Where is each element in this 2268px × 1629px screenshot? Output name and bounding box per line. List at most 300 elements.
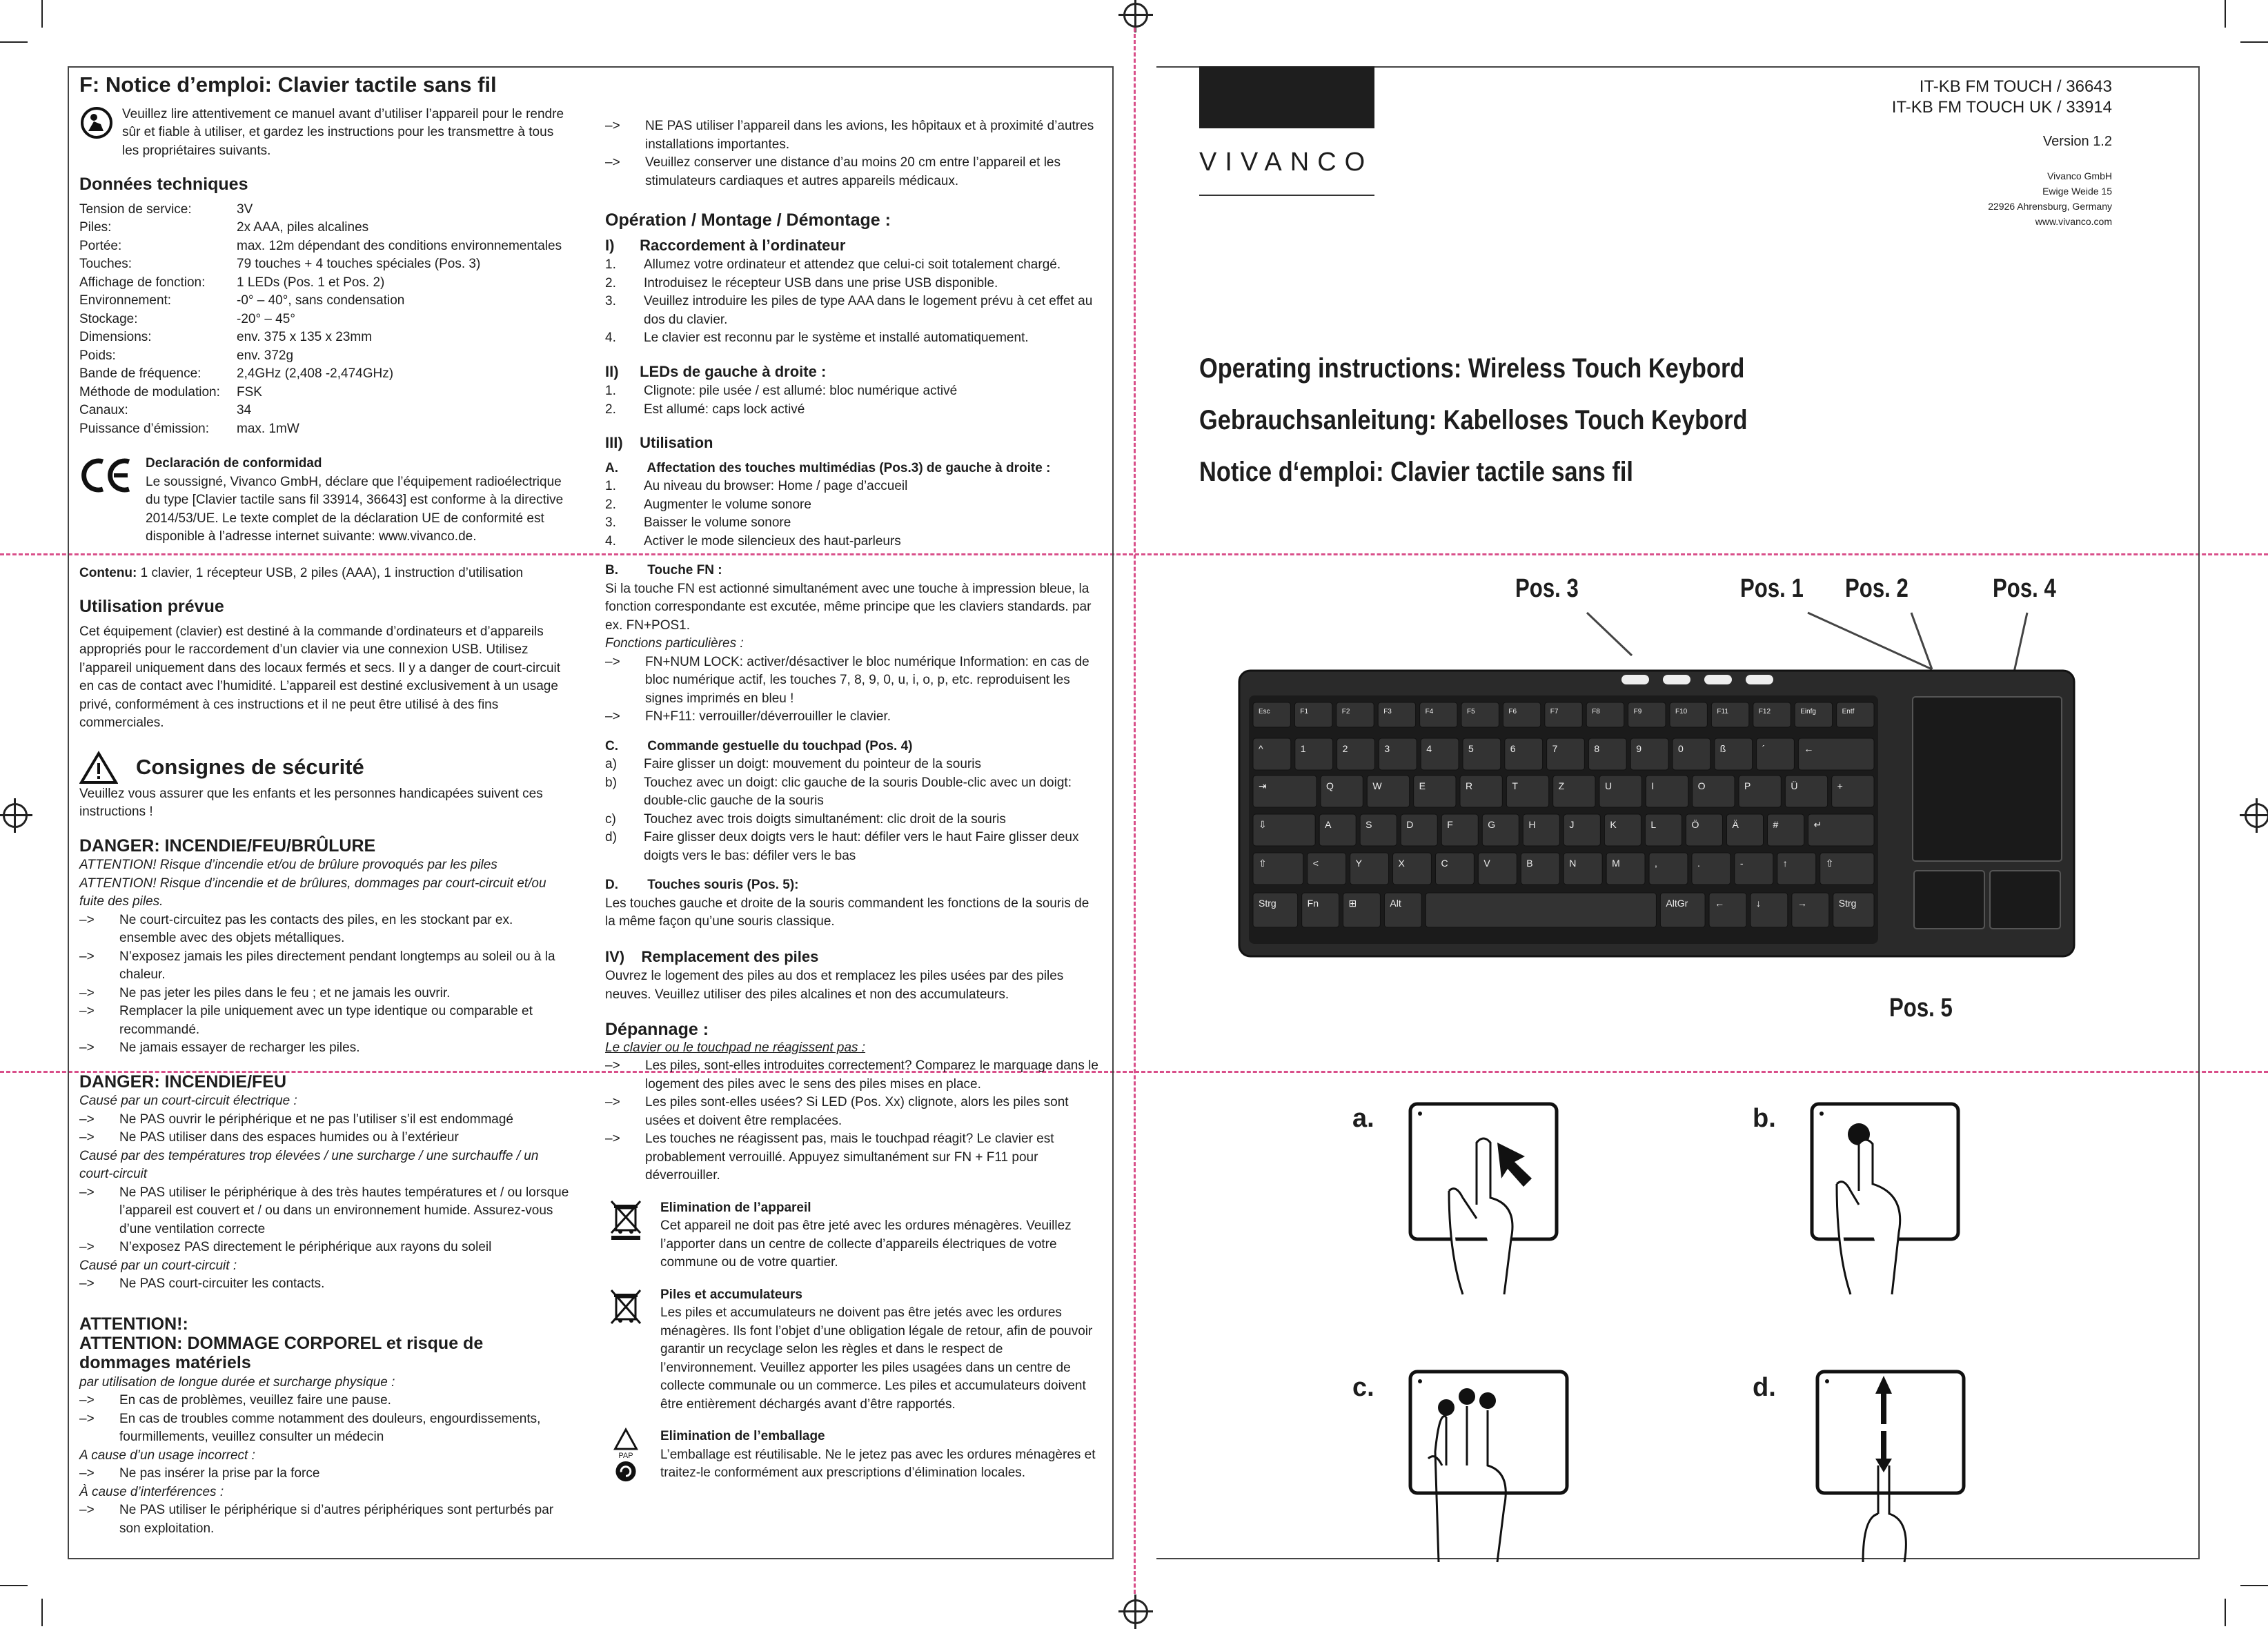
sectionD-text: Les touches gauche et droite de la souris commandent les fonctions de la souris de la même façon qu’une souris classique.	[605, 896, 1089, 929]
item-number: 3.	[605, 515, 616, 530]
list-item-text: Ne jamais essayer de recharger les piles.	[119, 1040, 360, 1055]
list-item	[605, 653, 1098, 709]
item-text: Introduisez le récepteur USB dans une prise USB disponible.	[644, 275, 998, 290]
item-number: c)	[605, 811, 616, 827]
key-label: Fn	[1307, 898, 1319, 909]
key-label: F10	[1675, 708, 1688, 715]
key-label: Entf	[1842, 708, 1855, 715]
sectionA-list	[605, 477, 1098, 551]
key-label: ,	[1655, 858, 1657, 869]
key-label: Strg	[1259, 898, 1276, 909]
arrow-bullet: –>	[79, 1393, 95, 1408]
arrow-bullet: –>	[79, 1466, 95, 1481]
key-label: X	[1398, 858, 1405, 869]
keyboard-illustration	[1235, 600, 2098, 1000]
attention-heading: ATTENTION!: ATTENTION: DOMMAGE CORPOREL et risque de dommages matériels	[79, 1314, 484, 1372]
item-text: Baisser le volume sonore	[644, 515, 791, 530]
list-item-text: Les piles, sont-elles introduites correctement? Comparez le marquage dans le logement des piles avec le sens des piles mises en place.	[645, 1058, 1098, 1092]
item-number: 4.	[605, 330, 616, 345]
key-label: M	[1612, 858, 1620, 869]
item-number: 4.	[605, 533, 616, 549]
list-item-text: N’exposez PAS directement le périphérique aux rayons du soleil	[119, 1240, 492, 1254]
danger2-list-3	[79, 1275, 569, 1294]
numbered-item	[605, 756, 1098, 774]
list-item	[79, 1039, 569, 1058]
key-label: W	[1372, 780, 1382, 791]
key-label: F9	[1633, 708, 1642, 715]
arrow-bullet: –>	[79, 1112, 95, 1127]
sectionA-heading: A. Affectation des touches multimédias (Pos.3) de gauche à droite :	[605, 460, 1051, 475]
left-column	[79, 72, 569, 1538]
gesture-b-illustration	[1809, 1101, 1961, 1298]
arrow-bullet: –>	[605, 119, 620, 133]
spec-label: Touches:	[79, 257, 132, 271]
list-item	[605, 1057, 1098, 1094]
spec-value: FSK	[237, 384, 262, 399]
key-label: C	[1441, 858, 1448, 869]
arrow-bullet: –>	[79, 1240, 95, 1254]
list-item	[605, 117, 1098, 154]
sectionC-list	[605, 756, 1098, 865]
list-item	[79, 1410, 569, 1447]
gesture-d-label: d.	[1753, 1373, 1776, 1402]
key-label: 0	[1678, 743, 1684, 754]
list-item	[79, 1129, 569, 1147]
key-label: L	[1650, 819, 1657, 830]
disposal-packaging-text: L’emballage est réutilisable. Ne le jetez pas avec les ordures ménagères et traitez-le conformément aux prescriptions d’élimination locales.	[660, 1447, 1096, 1480]
key-label: Ö	[1691, 819, 1699, 830]
spec-label: Méthode de modulation:	[79, 384, 220, 399]
list-item	[79, 1392, 569, 1410]
danger1-list	[79, 911, 569, 1058]
middle-column	[605, 117, 1098, 1483]
section3-heading: III) Utilisation	[605, 434, 713, 451]
list-item-text: Ne pas jeter les piles dans le feu ; et ne jamais les ouvrir.	[119, 985, 451, 1000]
key-label: Ä	[1732, 819, 1739, 830]
key-label: 8	[1594, 743, 1600, 754]
address-line: www.vivanco.com	[2035, 216, 2112, 227]
key-label: F4	[1425, 708, 1434, 715]
attention-italic-3: À cause d’interférences :	[79, 1484, 224, 1499]
danger1-italic-1: ATTENTION! Risque d’incendie et/ou de brûlure provoqués par les piles	[79, 858, 497, 872]
trouble-italic: Le clavier ou le touchpad ne réagissent pas :	[605, 1040, 866, 1055]
contents-line	[79, 564, 569, 583]
gesture-c-illustration	[1408, 1369, 1570, 1566]
item-text: Allumez votre ordinateur et attendez que celui-ci soit totalement chargé.	[644, 257, 1061, 272]
key-label: I	[1651, 780, 1655, 791]
numbered-item	[605, 829, 1098, 865]
spec-label: Dimensions:	[79, 330, 152, 344]
key-label: AltGr	[1666, 898, 1688, 909]
key-label: Strg	[1838, 898, 1857, 909]
attention-list-1	[79, 1392, 569, 1447]
conformity-text: Le soussigné, Vivanco GmbH, déclare que l’équipement radioélectrique du type [Clavier tactile sans fil 33914, 36643] est conforme à la directive 2014/53/UE. Le texte complet de la déclaration UE de conformité est disponible à l’adresse internet suivante: www.vivanco.de.	[146, 474, 564, 544]
list-item-text: Veuillez conserver une distance d’au moins 20 cm entre l’appareil et les stimulateurs cardiaques et autres appareils médicaux.	[645, 155, 1061, 188]
danger2-italic-3: Causé par un court-circuit :	[79, 1258, 237, 1273]
section1-list	[605, 256, 1098, 348]
brand-logo: VIVANCO	[1199, 148, 1374, 177]
list-item-text: Les touches ne réagissent pas, mais le touchpad réagit? Le clavier est probablement verrouillé. Appuyez simultanément sur FN + F11 pour déverrouiller.	[645, 1132, 1054, 1183]
key-label: 3	[1384, 743, 1390, 754]
pos4-label: Pos. 4	[1993, 574, 2056, 603]
company-address	[1988, 168, 2112, 229]
numbered-item	[605, 477, 1098, 496]
arrow-bullet: –>	[79, 912, 95, 927]
use-heading: Utilisation prévue	[79, 597, 224, 616]
key-label: Z	[1558, 780, 1565, 791]
key-label: 6	[1510, 743, 1516, 754]
key-label: Einfg	[1800, 708, 1816, 715]
key-label: S	[1365, 819, 1372, 830]
trouble-heading: Dépannage :	[605, 1020, 709, 1039]
item-number: d)	[605, 830, 617, 845]
spec-label: Puissance d’émission:	[79, 421, 209, 436]
key-label: F1	[1300, 708, 1309, 715]
spec-table	[79, 201, 569, 439]
weee-bin-icon	[605, 1199, 647, 1241]
key-label: F6	[1508, 708, 1517, 715]
item-text: Augmenter le volume sonore	[644, 497, 811, 512]
disposal-batteries	[605, 1286, 1098, 1414]
pap-label: PAP	[618, 1451, 633, 1460]
operation-heading: Opération / Montage / Démontage :	[605, 210, 891, 230]
trim-mark	[2240, 41, 2268, 43]
key-label: E	[1419, 780, 1426, 791]
danger1-heading: DANGER: INCENDIE/FEU/BRÛLURE	[79, 836, 376, 856]
key-label: J	[1569, 819, 1575, 830]
disposal-device-text: Cet appareil ne doit pas être jeté avec les ordures ménagères. Veuillez l’apporter dans un centre de collecte d’appareils électriques de votre commune ou de votre quartier.	[660, 1218, 1072, 1270]
spec-value: 79 touches + 4 touches spéciales (Pos. 3)	[237, 257, 481, 271]
conformity-title: Declaración de conformidad	[146, 456, 322, 471]
item-number: 3.	[605, 294, 616, 308]
disposal-packaging-title: Elimination de l’emballage	[660, 1429, 825, 1443]
list-item	[79, 1465, 569, 1483]
arrow-bullet: –>	[79, 949, 95, 964]
gesture-c-label: c.	[1352, 1373, 1374, 1402]
title-french: Notice d‘emploi: Clavier tactile sans fil	[1199, 457, 1633, 487]
list-item	[79, 1111, 569, 1129]
list-item-text: En cas de troubles comme notamment des douleurs, engourdissements, fourmillements, veuillez consulter un médecin	[119, 1411, 541, 1444]
brand-underline	[1199, 195, 1374, 196]
section4-text: Ouvrez le logement des piles au dos et remplacez les piles usées par des piles neuves. Veuillez utiliser des piles alcalines et non des accumulateurs.	[605, 969, 1064, 1002]
item-text: Le clavier est reconnu par le système et installé automatiquement.	[644, 330, 1029, 345]
key-label: K	[1610, 819, 1617, 830]
list-item-text: En cas de problèmes, veuillez faire une pause.	[119, 1393, 391, 1408]
brand-black-box	[1199, 66, 1374, 128]
safety-heading: Consignes de sécurité	[136, 755, 364, 780]
item-number: 1.	[605, 384, 616, 398]
spec-value: -0° – 40°, sans condensation	[237, 293, 405, 308]
key-label: ←	[1804, 743, 1814, 754]
key-label: F3	[1383, 708, 1392, 715]
spec-label: Bande de fréquence:	[79, 366, 201, 381]
title-english: Operating instructions: Wireless Touch Keybord	[1199, 353, 1745, 384]
address-line: 22926 Ahrensburg, Germany	[1988, 201, 2112, 212]
spec-label: Portée:	[79, 238, 122, 253]
pos5-label: Pos. 5	[1889, 994, 1953, 1023]
key-label: F12	[1758, 708, 1771, 715]
attention-list-3	[79, 1501, 569, 1538]
list-item	[79, 911, 569, 948]
spec-value: 2,4GHz (2,408 -2,474GHz)	[237, 366, 394, 381]
list-item	[605, 1094, 1098, 1130]
title-german: Gebrauchsanleitung: Kabelloses Touch Keybord	[1199, 405, 1748, 435]
trouble-list	[605, 1057, 1098, 1185]
item-text: Faire glisser deux doigts vers le haut: défiler vers le haut Faire glisser deux doigts vers le bas: défiler vers le bas	[644, 830, 1079, 863]
item-text: Est allumé: caps lock activé	[644, 402, 805, 417]
sectionB-heading: B. Touche FN :	[605, 563, 722, 577]
numbered-item	[605, 256, 1098, 275]
gesture-a-label: a.	[1352, 1104, 1374, 1133]
key-label: H	[1528, 819, 1536, 830]
spec-label: Tension de service:	[79, 201, 192, 217]
item-text: Au niveau du browser: Home / page d’accueil	[644, 479, 908, 493]
arrow-bullet: –>	[79, 1004, 95, 1018]
disposal-packaging	[605, 1428, 1098, 1483]
key-label: <	[1312, 858, 1319, 869]
arrow-bullet: –>	[79, 1130, 95, 1145]
arrow-bullet: –>	[605, 1058, 620, 1073]
key-label: ⇧	[1825, 858, 1834, 869]
key-label: ^	[1259, 743, 1263, 754]
key-label: A	[1325, 819, 1332, 830]
pos3-label: Pos. 3	[1515, 574, 1579, 603]
attention-list-2	[79, 1465, 569, 1483]
section2-list	[605, 382, 1098, 419]
address-line: Vivanco GmbH	[2047, 170, 2112, 181]
fold-line	[1134, 28, 1136, 1594]
key-label: Y	[1355, 858, 1362, 869]
keyboard-key	[1426, 893, 1656, 927]
gesture-a-illustration	[1408, 1101, 1559, 1298]
key-label: 9	[1636, 743, 1641, 754]
key-label: 5	[1468, 743, 1474, 754]
spec-label: Stockage:	[79, 311, 138, 326]
item-number: 1.	[605, 479, 616, 493]
trim-mark	[2240, 1585, 2268, 1586]
key-label: #	[1773, 819, 1779, 830]
list-item-text: Ne PAS court-circuiter les contacts.	[119, 1276, 325, 1291]
spec-value: env. 372g	[237, 348, 294, 363]
list-item-text: NE PAS utiliser l’appareil dans les avions, les hôpitaux et à proximité d’autres installations importantes.	[645, 119, 1094, 152]
arrow-bullet: –>	[605, 1132, 620, 1146]
danger2-list-1	[79, 1111, 569, 1147]
battery-bin-icon	[605, 1286, 647, 1327]
arrow-bullet: –>	[79, 1185, 95, 1200]
danger2-heading: DANGER: INCENDIE/FEU	[79, 1072, 287, 1092]
list-item-text: Ne PAS ouvrir le périphérique et ne pas l’utiliser s’il est endommagé	[119, 1112, 513, 1127]
danger2-list-2	[79, 1184, 569, 1257]
key-label: F8	[1592, 708, 1600, 715]
spec-value: 2x AAA, piles alcalines	[237, 220, 369, 235]
key-label: 7	[1552, 743, 1558, 754]
registration-mark-top	[1123, 3, 1148, 28]
key-label: U	[1605, 780, 1613, 791]
key-label: 2	[1342, 743, 1348, 754]
section2-heading: II) LEDs de gauche à droite :	[605, 362, 827, 380]
list-item-text: Ne pas insérer la prise par la force	[119, 1466, 320, 1481]
ce-mark-icon	[79, 455, 135, 496]
arrow-bullet: –>	[79, 1040, 95, 1055]
list-item-text: N’exposez jamais les piles directement pendant longtemps au soleil ou à la chaleur.	[119, 949, 555, 982]
item-number: 1.	[605, 257, 616, 272]
key-label: B	[1526, 858, 1533, 869]
arrow-bullet: –>	[79, 1411, 95, 1426]
key-label: ⇧	[1259, 858, 1267, 869]
pos1-label: Pos. 1	[1740, 574, 1804, 603]
numbered-item	[605, 275, 1098, 293]
attention-italic-2: A cause d’un usage incorrect :	[79, 1448, 255, 1463]
spec-value: 1 LEDs (Pos. 1 et Pos. 2)	[237, 275, 385, 290]
spec-value: 34	[237, 403, 252, 417]
spec-label: Canaux:	[79, 403, 128, 417]
key-label: F2	[1341, 708, 1350, 715]
sectionB-list	[605, 653, 1098, 727]
registration-mark-bottom	[1123, 1599, 1148, 1624]
list-item-text: Ne PAS utiliser le périphérique à des très hautes températures et / ou lorsque l’appareil est couvert et / ou dans un environnement humide. Assurez-vous d’une ventilation correcte	[119, 1185, 569, 1236]
numbered-item	[605, 293, 1098, 329]
key-label: F7	[1550, 708, 1559, 715]
key-label: D	[1406, 819, 1414, 830]
section4-heading: IV) Remplacement des piles	[605, 947, 819, 965]
gesture-b-label: b.	[1753, 1104, 1776, 1133]
contents-label: Contenu:	[79, 565, 137, 580]
section1-heading: I) Raccordement à l’ordinateur	[605, 236, 846, 254]
use-text: Cet équipement (clavier) est destiné à la commande d’ordinateurs et d’appareils appropriés pour le raccordement d’un clavier via une connexion USB. Utilisez l’appareil uniquement dans des locaux fermés et secs. Il y a danger de court-circuit en cas de contact avec l’humidité. L’appareil est destiné exclusivement à un usage privé, conformément à ces instructions et il ne peut être utilisé à des fins commerciales.	[79, 624, 561, 730]
danger2-italic-2: Causé par des températures trop élevées / une surcharge / une surchauffe / un court-circuit	[79, 1148, 539, 1181]
numbered-item	[605, 533, 1098, 551]
numbered-item	[605, 382, 1098, 401]
item-number: a)	[605, 757, 617, 771]
list-item-text: FN+F11: verrouiller/déverrouiller le clavier.	[645, 709, 891, 724]
key-label: →	[1797, 898, 1807, 909]
key-label: ↑	[1782, 858, 1788, 869]
numbered-item	[605, 811, 1098, 829]
list-item	[79, 1275, 569, 1294]
disposal-device	[605, 1199, 1098, 1272]
spec-label: Environnement:	[79, 293, 172, 308]
version: Version 1.2	[2042, 134, 2112, 149]
list-item-text: Ne court-circuitez pas les contacts des piles, en les stockant par ex. ensemble avec des objets métalliques.	[119, 912, 513, 945]
key-label: ⇩	[1259, 819, 1267, 830]
numbered-item	[605, 496, 1098, 515]
spec-value: 3V	[237, 201, 253, 217]
pos2-label: Pos. 2	[1845, 574, 1909, 603]
arrow-bullet: –>	[605, 1095, 620, 1109]
model-1: IT-KB FM TOUCH / 36643	[1919, 77, 2112, 96]
numbered-item	[605, 329, 1098, 348]
key-label: ↵	[1813, 819, 1822, 830]
key-label: G	[1488, 819, 1496, 830]
intro-text: Veuillez lire attentivement ce manuel avant d’utiliser l’appareil pour le rendre sûr et fiable à utiliser, et gardez les instructions pour les transmettre à tous les propriétaires suivants.	[122, 106, 564, 158]
list-item	[79, 1003, 569, 1039]
list-item	[79, 1238, 569, 1257]
item-number: 2.	[605, 497, 616, 512]
key-label: Alt	[1390, 898, 1401, 909]
model-2: IT-KB FM TOUCH UK / 33914	[1891, 98, 2112, 117]
trim-mark	[2225, 1599, 2226, 1626]
top-list	[605, 117, 1098, 190]
key-label: Ü	[1791, 780, 1798, 791]
spec-value: env. 375 x 135 x 23mm	[237, 330, 373, 344]
numbered-item	[605, 401, 1098, 419]
list-item-text: Remplacer la pile uniquement avec un type identique ou comparable et recommandé.	[119, 1004, 533, 1037]
list-item	[79, 985, 569, 1003]
read-manual-icon	[79, 106, 114, 140]
spec-label: Poids:	[79, 348, 116, 363]
key-label: R	[1466, 780, 1473, 791]
disposal-device-title: Elimination de l’appareil	[660, 1200, 811, 1215]
list-item	[79, 1501, 569, 1538]
key-label: P	[1744, 780, 1751, 791]
sectionB-italic: Fonctions particulières :	[605, 636, 744, 651]
registration-mark-right	[2245, 803, 2268, 828]
item-text: Activer le mode silencieux des haut-parleurs	[644, 533, 901, 549]
key-label: +	[1837, 780, 1843, 791]
key-label: Q	[1326, 780, 1334, 791]
key-label: ß	[1719, 743, 1726, 754]
list-item	[79, 948, 569, 985]
key-label: V	[1483, 858, 1490, 869]
list-item	[605, 708, 1098, 727]
arrow-bullet: –>	[79, 985, 95, 1000]
recycling-icon	[605, 1428, 647, 1483]
item-number: 2.	[605, 275, 616, 290]
trim-mark	[41, 1599, 43, 1626]
danger2-italic-1: Causé par un court-circuit électrique :	[79, 1094, 297, 1108]
arrow-bullet: –>	[605, 654, 620, 669]
key-label: 4	[1426, 743, 1432, 754]
key-label: N	[1569, 858, 1577, 869]
spec-value: -20° – 45°	[237, 311, 295, 326]
address-line: Ewige Weide 15	[2042, 186, 2112, 197]
key-label: .	[1697, 858, 1700, 869]
item-text: Veuillez introduire les piles de type AAA dans le logement prévu à cet effet au dos du clavier.	[644, 294, 1093, 327]
list-item	[605, 154, 1098, 190]
safety-text: Veuillez vous assurer que les enfants et les personnes handicapées suivent ces instructions !	[79, 786, 543, 819]
key-label: T	[1512, 780, 1518, 791]
page-title: F: Notice d’emploi: Clavier tactile sans fil	[79, 72, 497, 97]
key-label: O	[1697, 780, 1706, 791]
item-text: Touchez avec un doigt: clic gauche de la souris Double-clic avec un doigt: double-clic gauche de la souris	[644, 775, 1072, 808]
trim-mark	[0, 1585, 28, 1586]
sectionC-heading: C. Commande gestuelle du touchpad (Pos. 4)	[605, 738, 913, 753]
danger1-italic-2: ATTENTION! Risque d’incendie et de brûlures, dommages par court-circuit et/ou fuite des piles.	[79, 876, 546, 909]
arrow-bullet: –>	[79, 1276, 95, 1291]
key-label: 1	[1300, 743, 1306, 754]
sectionB-text: Si la touche FN est actionné simultanément avec une touche à impression bleue, la fonction correspondante est excutée, même principe que les claviers standards. par ex. FN+POS1.	[605, 581, 1092, 633]
key-label: ´	[1762, 743, 1766, 754]
disposal-batteries-text: Les piles et accumulateurs ne doivent pas être jetés avec les ordures ménagères. Ils font l’objet d’une obligation légale de retour, afin de pouvoir garantir un recyclage selon les règles et dans le respect de l’environnement. Veuillez apporter les piles usagées dans un centre de collecte communale ou un commerce. Les piles et accumulateurs doivent être entièrement déchargés avant d’être rapportés.	[660, 1305, 1093, 1412]
registration-mark-left	[3, 803, 28, 828]
list-item-text: FN+NUM LOCK: activer/désactiver le bloc numérique Information: en cas de bloc numérique actif, les touches 7, 8, 9, 0, u, i, o, p, etc. reproduisent les signes imprimés en bleu !	[645, 654, 1089, 706]
list-item	[605, 1130, 1098, 1185]
arrow-bullet: –>	[605, 155, 620, 170]
item-number: b)	[605, 775, 617, 790]
item-text: Clignote: pile usée / est allumé: bloc numérique activé	[644, 384, 958, 398]
key-label: F	[1447, 819, 1453, 830]
spec-value: max. 1mW	[237, 421, 299, 436]
key-label: Esc	[1259, 708, 1270, 715]
key-label: F11	[1717, 708, 1728, 715]
numbered-item	[605, 774, 1098, 811]
key-label: ⊞	[1348, 898, 1357, 909]
key-label: ↓	[1755, 898, 1761, 909]
disposal-batteries-title: Piles et accumulateurs	[660, 1287, 802, 1302]
key-label: F5	[1467, 708, 1475, 715]
spec-label: Piles:	[79, 220, 112, 235]
tech-heading: Données techniques	[79, 175, 248, 194]
